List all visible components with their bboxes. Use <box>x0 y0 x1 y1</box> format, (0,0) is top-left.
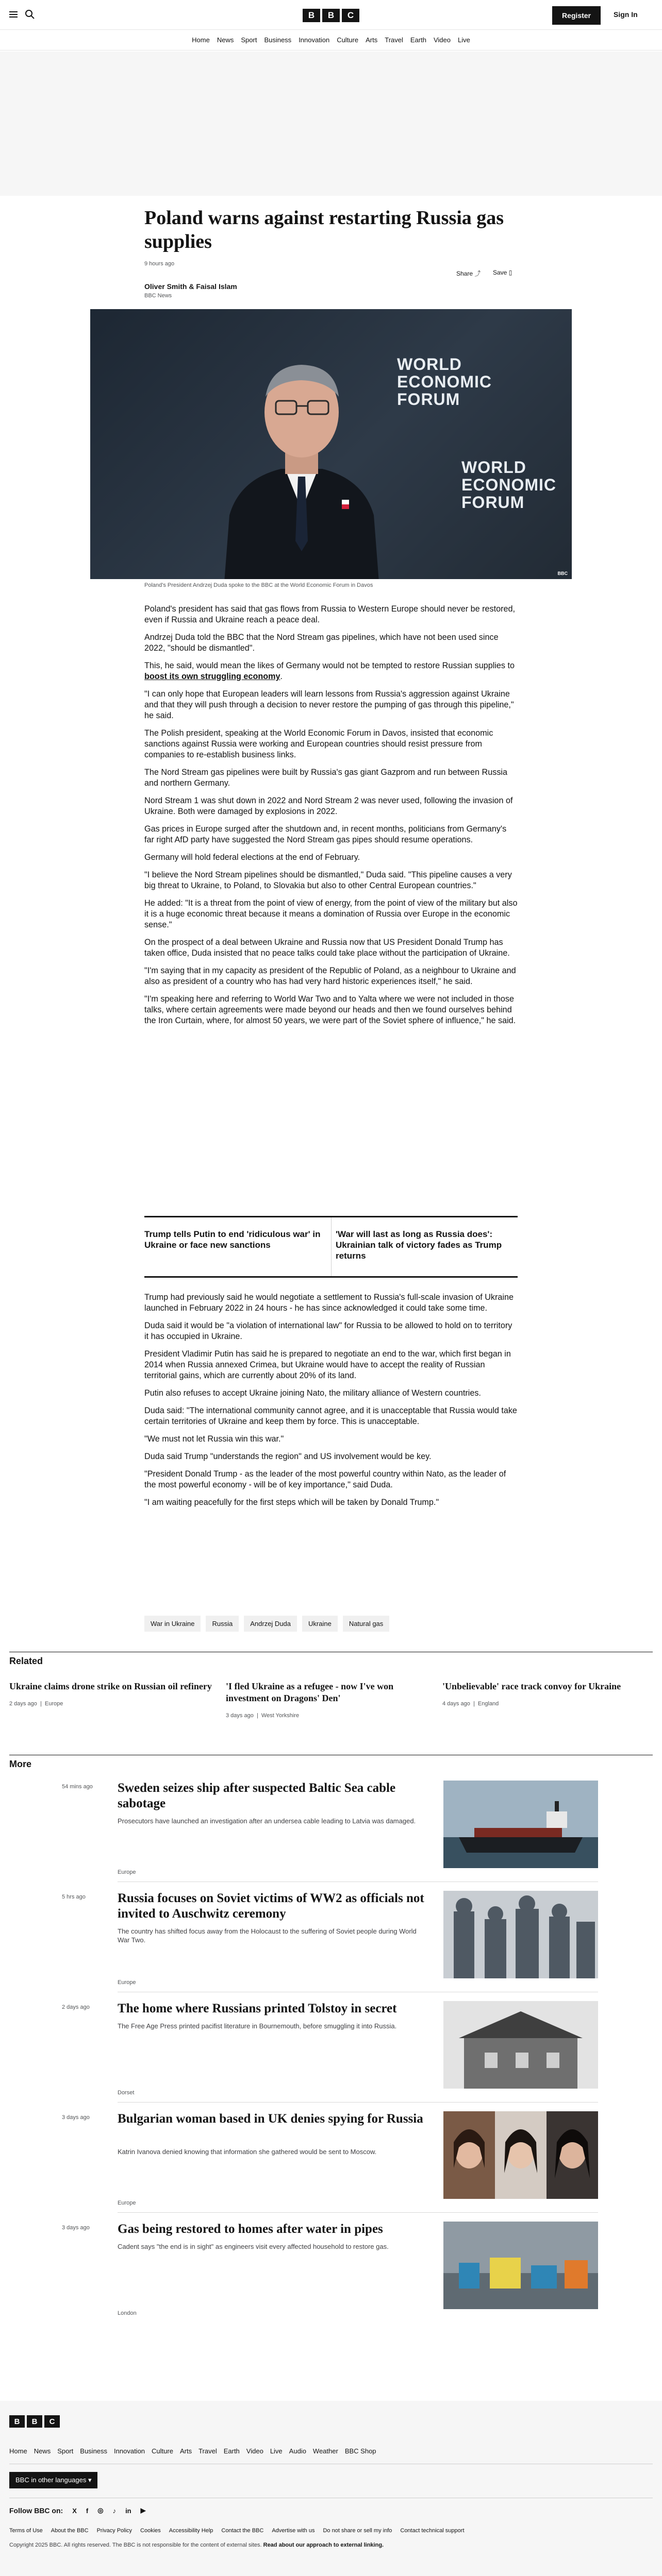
footer-nav-item[interactable]: Innovation <box>114 2447 145 2455</box>
paragraph: Putin also refuses to accept Ukraine joining Nato, the military alliance of Western countries. <box>144 1388 481 1398</box>
footer-link[interactable]: Contact technical support <box>400 2528 465 2534</box>
ship-photo <box>443 1781 598 1868</box>
card-title: Sweden seizes ship after suspected Baltic Sea cable sabotage <box>118 1781 396 1810</box>
card-divider <box>118 2212 598 2213</box>
paragraph: The Nord Stream gas pipelines were built by Russia's gas giant Gazprom and run between Russia and northern Germany. <box>144 768 508 788</box>
timestamp: 9 hours ago <box>144 261 175 267</box>
wef-word: WORLD <box>461 458 526 477</box>
share-icon: ⤴ <box>474 270 481 277</box>
logo-letter: B <box>322 9 340 22</box>
register-button[interactable]: Register <box>552 6 601 25</box>
paragraph: "We must not let Russia win this war." <box>144 1434 284 1444</box>
byline: Oliver Smith & Faisal Islam <box>144 282 237 291</box>
paragraph: "I can only hope that European leaders will learn lessons from Russia's aggression against Ukraine and that they will push through a decision to never restore the pumping of gas through this pipeline," he said. <box>144 689 514 720</box>
nav-video[interactable]: Video <box>433 36 451 44</box>
save-button[interactable] <box>493 269 512 276</box>
related-card[interactable] <box>442 1681 649 1707</box>
nav-news[interactable]: News <box>217 36 234 44</box>
image-caption: Poland's President Andrzej Duda spoke to the BBC at the World Economic Forum in Davos <box>144 582 373 588</box>
footer-nav-item[interactable]: Weather <box>312 2447 338 2455</box>
article-header <box>144 206 518 299</box>
follow-label: Follow BBC on: <box>9 2506 63 2515</box>
paragraph: Duda said it would be "a violation of international law" for Russia to be allowed to hold on to territory it has occupied in Ukraine. <box>144 1321 512 1341</box>
footer-nav-item[interactable]: Home <box>9 2447 27 2455</box>
card-age: 3 days ago <box>62 2114 90 2121</box>
footer-nav-item[interactable]: Business <box>80 2447 108 2455</box>
more-heading: More <box>9 1759 32 1769</box>
related-card[interactable] <box>226 1681 432 1719</box>
footer-links <box>9 2528 465 2534</box>
card-desc: The Free Age Press printed pacifist literature in Bournemouth, before smuggling it into Russia. <box>118 2022 397 2030</box>
other-languages-button[interactable] <box>9 2472 97 2488</box>
main-nav <box>0 30 662 50</box>
instagram-icon[interactable]: ◎ <box>97 2506 104 2514</box>
logo-letter: B <box>303 9 320 22</box>
card-age: 54 mins ago <box>62 1784 93 1790</box>
logo-letter: C <box>342 9 359 22</box>
paragraph: President Vladimir Putin has said he is prepared to negotiate an end to the war, which first began in 2014 when Russia annexed Crimea, but Ukraine would have to accept the reality of Russian territorial gains, which are currently about 20% of its land. <box>144 1349 511 1380</box>
street-works-photo <box>443 2222 598 2309</box>
paragraph: "I'm speaking here and referring to World War Two and to Yalta where we were not included in those talks, where certain agreements were made beyond our heads and then we found ourselves behind the Iron Curtain, where, for almost 50 years, we were part of the Soviet sphere of influence," he said. <box>144 994 516 1025</box>
paragraph: The Polish president, speaking at the World Economic Forum in Davos, insisted that economic sanctions against Russia were working and European countries should resist pressure from companies to re-establish business links. <box>144 728 493 759</box>
wef-sign-bottom <box>461 459 556 511</box>
youtube-icon[interactable]: ▶ <box>140 2506 146 2514</box>
footer-link[interactable]: About the BBC <box>51 2528 89 2534</box>
related-title: 'Unbelievable' race track convoy for Ukraine <box>442 1681 621 1691</box>
related-meta: 4 days ago | England <box>442 1701 499 1707</box>
tag[interactable]: War in Ukraine <box>144 1616 201 1632</box>
nav-earth[interactable]: Earth <box>410 36 426 44</box>
paragraph: "I am waiting peacefully for the first steps which will be taken by Donald Trump." <box>144 1498 439 1507</box>
footer-link[interactable]: Terms of Use <box>9 2528 43 2534</box>
wef-word: ECONOMIC <box>461 476 556 494</box>
related-category: Europe <box>44 1701 63 1707</box>
social-links <box>9 2506 146 2515</box>
card-desc: Prosecutors have launched an investigation after an undersea cable leading to Latvia was damaged. <box>118 1817 416 1825</box>
card-category: Dorset <box>118 2090 135 2096</box>
footer-link[interactable]: Privacy Policy <box>96 2528 133 2534</box>
related-category: England <box>477 1701 499 1707</box>
copyright-text: Copyright 2025 BBC. All rights reserved. The BBC is not responsible for the content of external sites. <box>9 2542 262 2548</box>
nav-culture[interactable]: Culture <box>337 36 359 44</box>
footer-link[interactable]: Contact the BBC <box>221 2528 264 2534</box>
card-divider <box>118 2102 598 2103</box>
article-meta <box>144 260 518 280</box>
footer-nav-item[interactable]: BBC Shop <box>344 2447 376 2455</box>
paragraph: Duda said Trump "understands the region" and US involvement would be key. <box>144 1452 432 1461</box>
paragraph-text: This, he said, would mean the likes of Germany would not be tempted to restore Russian supplies to <box>144 661 515 670</box>
footer-nav-item[interactable]: Live <box>270 2447 283 2455</box>
footer-nav-item[interactable]: Video <box>246 2447 263 2455</box>
footer-logo[interactable] <box>9 2415 60 2428</box>
wef-word: FORUM <box>461 493 525 512</box>
footer-nav-item[interactable]: Travel <box>198 2447 217 2455</box>
bookmark-icon: ▯ <box>508 269 512 276</box>
footer-link[interactable]: Advertise with us <box>272 2528 315 2534</box>
nav-home[interactable]: Home <box>192 36 210 44</box>
memorial-photo <box>443 1891 598 1978</box>
logo-letter: B <box>9 2415 25 2428</box>
related-card[interactable] <box>9 1681 216 1707</box>
share-label: Share <box>456 270 473 277</box>
x-icon[interactable]: X <box>72 2506 77 2515</box>
footer-nav-item[interactable]: News <box>34 2447 51 2455</box>
card-title: Gas being restored to homes after water in pipes <box>118 2222 383 2236</box>
copyright <box>9 2542 384 2548</box>
footer-nav-item[interactable]: Earth <box>223 2447 240 2455</box>
logo-letter: C <box>44 2415 60 2428</box>
card-desc: Katrin Ivanova denied knowing that information she gathered would be sent to Moscow. <box>118 2148 377 2156</box>
search-icon[interactable] <box>25 9 35 20</box>
chevron-down-icon: ▾ <box>88 2476 92 2484</box>
card-title: Russia focuses on Soviet victims of WW2 as officials not invited to Auschwitz ceremony <box>118 1891 424 1921</box>
portraits-photo <box>443 2111 598 2199</box>
related-age: 3 days ago <box>226 1713 254 1719</box>
paragraph: "I'm saying that in my capacity as president of the Republic of Poland, as a neighbour to Ukraine and also as president of a country who has had very hard historic experiences itself," he said. <box>144 966 516 986</box>
footer-link[interactable]: Do not share or sell my info <box>323 2528 392 2534</box>
paragraph: "I believe the Nord Stream pipelines should be dismantled," Duda said. "This pipeline causes a very big threat to Ukraine, to Poland, to Slovakia but also to other Central European countries." <box>144 870 512 890</box>
linkedin-icon[interactable]: in <box>125 2506 131 2515</box>
article-body-continued <box>144 1292 518 1515</box>
related-title: 'I fled Ukraine as a refugee - now I've won investment on Dragons' Den' <box>226 1681 394 1703</box>
nav-innovation[interactable]: Innovation <box>299 36 330 44</box>
byline-org: BBC News <box>144 293 172 299</box>
tag[interactable]: Russia <box>206 1616 239 1632</box>
related-link[interactable]: Trump tells Putin to end 'ridiculous war' in Ukraine or face new sanctions <box>144 1229 321 1250</box>
related-link[interactable]: 'War will last as long as Russia does': Ukrainian talk of victory fades as Trump returns <box>331 1217 518 1276</box>
external-linking-link[interactable]: Read about our approach to external linking. <box>263 2542 384 2548</box>
card-desc: The country has shifted focus away from the Holocaust to the suffering of Soviet people during World War Two. <box>118 1927 417 1944</box>
card-category: Europe <box>118 2200 136 2206</box>
card-age: 3 days ago <box>62 2225 90 2231</box>
footer-nav <box>9 2447 376 2455</box>
paragraph: Gas prices in Europe surged after the shutdown and, in recent months, politicians from Germany's far right AfD party have suggested the Nord Stream gas pipes should resume operations. <box>144 824 507 844</box>
article-body <box>144 604 518 1033</box>
share-button[interactable] <box>456 269 481 278</box>
lang-label: BBC in other languages <box>15 2476 87 2484</box>
related-title: Ukraine claims drone strike on Russian oil refinery <box>9 1681 212 1691</box>
card-title: The home where Russians printed Tolstoy in secret <box>118 2002 397 2015</box>
nav-arts[interactable]: Arts <box>366 36 378 44</box>
footer-nav-item[interactable]: Arts <box>179 2447 192 2455</box>
paragraph: Andrzej Duda told the BBC that the Nord Stream gas pipelines, which have not been used since 2022, "should be dismantled". <box>144 633 499 653</box>
paragraph: Germany will hold federal elections at the end of February. <box>144 853 360 862</box>
paragraph: Duda said: "The international community cannot agree, and it is unacceptable that Russia would take certain territories of Ukraine and keep them by force. This is unacceptable. <box>144 1406 517 1426</box>
paragraph: Trump had previously said he would negotiate a settlement to Russia's full-scale invasion of Ukraine launched in February 2022 in 24 hours - he has since acknowledged it could take some time. <box>144 1293 514 1313</box>
related-meta: 2 days ago | Europe <box>9 1701 63 1707</box>
menu-icon[interactable] <box>9 11 18 18</box>
related-category: West Yorkshire <box>261 1713 300 1719</box>
speaker-photo <box>224 345 379 579</box>
sign-in-link[interactable]: Sign In <box>614 10 638 19</box>
hero-image <box>90 309 572 579</box>
nav-travel[interactable]: Travel <box>385 36 403 44</box>
house-photo <box>443 2001 598 2089</box>
paragraph: Poland's president has said that gas flows from Russia to Western Europe should never be restored, even if Russia and Ukraine reach a peace deal. <box>144 604 516 624</box>
save-label: Save <box>493 269 507 276</box>
related-heading: Related <box>9 1656 43 1666</box>
card-category: Europe <box>118 1869 136 1875</box>
paragraph: Nord Stream 1 was shut down in 2022 and Nord Stream 2 was never used, following the invasion of Ukraine. Both were damaged by explosions in 2022. <box>144 796 513 816</box>
nav-live[interactable]: Live <box>457 36 470 44</box>
paragraph: He added: "It is a threat from the point of view of energy, from the point of view of the military but also it is a huge economic threat because it means a domination of Russia over Europe in the economic sense." <box>144 899 518 929</box>
tag[interactable]: Andrzej Duda <box>244 1616 297 1632</box>
card-category: Europe <box>118 1979 136 1986</box>
paragraph <box>144 660 518 682</box>
nav-business[interactable]: Business <box>264 36 292 44</box>
paragraph: On the prospect of a deal between Ukraine and Russia now that US President Donald Trump has taken office, Duda insisted that no peace talks could take place without the participation of Ukraine. <box>144 938 510 958</box>
card-age: 2 days ago <box>62 2004 90 2010</box>
card-age: 5 hrs ago <box>62 1894 86 1900</box>
ad-placeholder <box>0 52 662 196</box>
inline-link[interactable]: boost its own struggling economy <box>144 672 280 681</box>
bbc-logo[interactable] <box>303 9 359 22</box>
wef-sign-top <box>397 355 492 408</box>
footer-link[interactable]: Cookies <box>140 2528 161 2534</box>
card-category: London <box>118 2310 137 2316</box>
card-title: Bulgarian woman based in UK denies spying for Russia <box>118 2112 423 2126</box>
logo-letter: B <box>27 2415 42 2428</box>
related-age: 4 days ago <box>442 1701 470 1707</box>
related-age: 2 days ago <box>9 1701 37 1707</box>
footer-nav-item[interactable]: Audio <box>289 2447 306 2455</box>
tag[interactable]: Ukraine <box>302 1616 338 1632</box>
nav-sport[interactable]: Sport <box>241 36 257 44</box>
paragraph: "President Donald Trump - as the leader of the most powerful country within Nato, as the leader of the most powerful economy - will be of key importance," said Duda. <box>144 1469 506 1489</box>
wef-word: WORLD <box>397 355 462 374</box>
inline-related <box>144 1216 518 1278</box>
footer-link[interactable]: Accessibility Help <box>169 2528 213 2534</box>
top-bar <box>0 0 662 30</box>
wef-word: FORUM <box>397 390 460 409</box>
facebook-icon[interactable]: f <box>86 2506 89 2515</box>
related-meta: 3 days ago | West Yorkshire <box>226 1713 300 1719</box>
footer-nav-item[interactable]: Culture <box>152 2447 173 2455</box>
card-desc: Cadent says "the end is in sight" as engineers visit every affected household to restore gas. <box>118 2243 389 2250</box>
topic-tags <box>144 1616 389 1632</box>
wef-word: ECONOMIC <box>397 372 492 391</box>
paragraph-text: . <box>280 672 283 681</box>
bbc-watermark: BBC <box>557 571 568 576</box>
footer-nav-item[interactable]: Sport <box>57 2447 74 2455</box>
tag[interactable]: Natural gas <box>343 1616 389 1632</box>
footer <box>0 2401 662 2576</box>
tiktok-icon[interactable]: ♪ <box>112 2506 117 2515</box>
article-headline: Poland warns against restarting Russia gas supplies <box>144 207 504 252</box>
